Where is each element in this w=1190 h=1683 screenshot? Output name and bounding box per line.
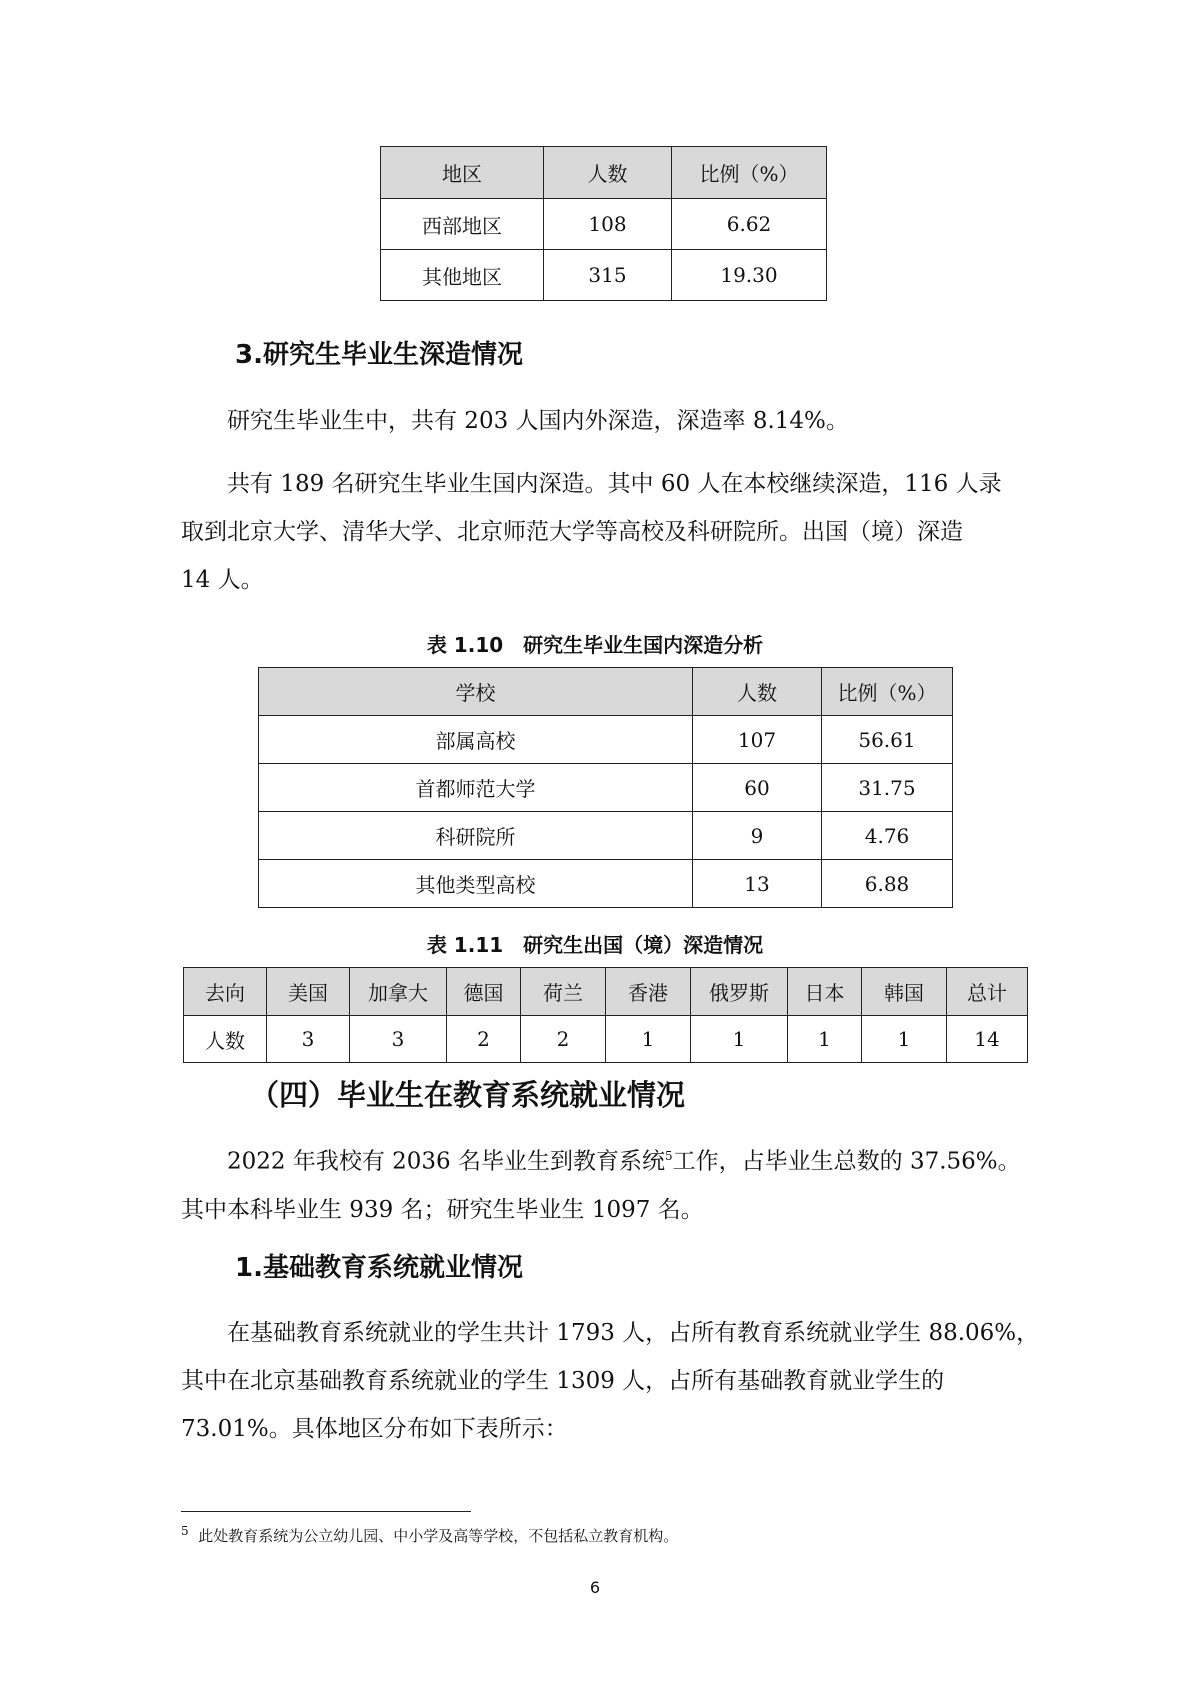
table-row xyxy=(259,860,953,908)
paragraph-line: 共有 189 名研究生毕业生国内深造。其中 60 人在本校继续深造，116 人录 xyxy=(227,471,1002,497)
table-header-cell: 俄罗斯 xyxy=(691,968,788,1016)
table-row xyxy=(259,812,953,860)
table-cell: 9 xyxy=(693,812,822,860)
table-header-cell: 香港 xyxy=(606,968,691,1016)
paragraph-line: 在基础教育系统就业的学生共计 1793 人，占所有教育系统就业学生 88.06%， xyxy=(227,1320,1040,1346)
footnote-text: 此处教育系统为公立幼儿园、中小学及高等学校，不包括私立教育机构。 xyxy=(198,1527,679,1545)
overseas-study-table xyxy=(183,967,1028,1063)
table-header-cell: 加拿大 xyxy=(350,968,447,1016)
table-cell: 6.88 xyxy=(822,860,953,908)
paragraph-text: 工作，占毕业生总数的 37.56%。 xyxy=(672,1148,1021,1175)
table-cell: 31.75 xyxy=(822,764,953,812)
table-cell: 13 xyxy=(693,860,822,908)
table-row xyxy=(381,250,827,301)
footnote-ref[interactable]: 5 xyxy=(665,1149,673,1163)
paragraph-line: 其中本科毕业生 939 名；研究生毕业生 1097 名。 xyxy=(181,1196,704,1223)
paragraph-line: 取到北京大学、清华大学、北京师范大学等高校及科研院所。出国（境）深造 xyxy=(181,519,963,545)
table-cell: 107 xyxy=(693,716,822,764)
table-cell: 60 xyxy=(693,764,822,812)
page-number: 6 xyxy=(589,1578,601,1597)
table-cell: 3 xyxy=(267,1016,350,1063)
table-cell: 56.61 xyxy=(822,716,953,764)
table-cell: 2 xyxy=(447,1016,521,1063)
ratio-col-header: 比例（%） xyxy=(822,668,953,716)
table-header-cell: 德国 xyxy=(447,968,521,1016)
table-cell: 人数 xyxy=(184,1016,267,1063)
table-row xyxy=(259,716,953,764)
paragraph-line: 其中在北京基础教育系统就业的学生 1309 人，占所有基础教育就业学生的 xyxy=(181,1368,945,1394)
table-cell: 14 xyxy=(947,1016,1028,1063)
table-cell: 1 xyxy=(788,1016,862,1063)
table-cell: 2 xyxy=(521,1016,606,1063)
school-col-header: 学校 xyxy=(259,668,693,716)
table-cell: 4.76 xyxy=(822,812,953,860)
paragraph-line: 73.01%。具体地区分布如下表所示： xyxy=(181,1416,568,1442)
paragraph-line xyxy=(181,1132,1021,1186)
table-header-cell: 总计 xyxy=(947,968,1028,1016)
table-cell: 其他地区 xyxy=(381,250,544,301)
table-cell: 1 xyxy=(606,1016,691,1063)
table-cell: 1 xyxy=(862,1016,947,1063)
table-cell: 108 xyxy=(544,199,672,250)
table-cell: 部属高校 xyxy=(259,716,693,764)
section-heading-3: 3.研究生毕业生深造情况 xyxy=(235,340,523,370)
footnote-separator xyxy=(181,1511,471,1512)
table-cell: 西部地区 xyxy=(381,199,544,250)
count-col-header: 人数 xyxy=(693,668,822,716)
table-cell: 6.62 xyxy=(672,199,827,250)
paragraph-line: 14 人。 xyxy=(181,567,264,593)
table-row xyxy=(381,199,827,250)
table-header-cell: 荷兰 xyxy=(521,968,606,1016)
table-header-cell: 美国 xyxy=(267,968,350,1016)
paragraph xyxy=(181,1309,1040,1453)
table-header-cell: 去向 xyxy=(184,968,267,1016)
count-col-header: 人数 xyxy=(544,147,672,199)
table-cell: 1 xyxy=(691,1016,788,1063)
region-table xyxy=(380,146,827,301)
table-cell: 其他类型高校 xyxy=(259,860,693,908)
section-heading-4: （四）毕业生在教育系统就业情况 xyxy=(250,1078,686,1112)
footnote-mark: 5 xyxy=(181,1524,189,1538)
paragraph-text: 2022 年我校有 2036 名毕业生到教育系统 xyxy=(227,1148,665,1175)
region-col-header: 地区 xyxy=(381,147,544,199)
table-row xyxy=(259,764,953,812)
domestic-study-table xyxy=(258,667,953,908)
table-cell: 首都师范大学 xyxy=(259,764,693,812)
table-header-cell: 韩国 xyxy=(862,968,947,1016)
table-cell: 3 xyxy=(350,1016,447,1063)
ratio-col-header: 比例（%） xyxy=(672,147,827,199)
table-row xyxy=(184,1016,1028,1063)
footnote xyxy=(181,1524,678,1546)
table-cell: 19.30 xyxy=(672,250,827,301)
table-caption: 表 1.10 研究生毕业生国内深造分析 xyxy=(426,633,764,657)
paragraph: 研究生毕业生中，共有 203 人国内外深造，深造率 8.14%。 xyxy=(227,408,849,434)
table-cell: 科研院所 xyxy=(259,812,693,860)
paragraph xyxy=(181,1132,1021,1234)
table-header-cell: 日本 xyxy=(788,968,862,1016)
paragraph xyxy=(181,460,1009,604)
section-heading-4-1: 1.基础教育系统就业情况 xyxy=(235,1253,523,1283)
table-caption: 表 1.11 研究生出国（境）深造情况 xyxy=(426,933,764,957)
table-cell: 315 xyxy=(544,250,672,301)
